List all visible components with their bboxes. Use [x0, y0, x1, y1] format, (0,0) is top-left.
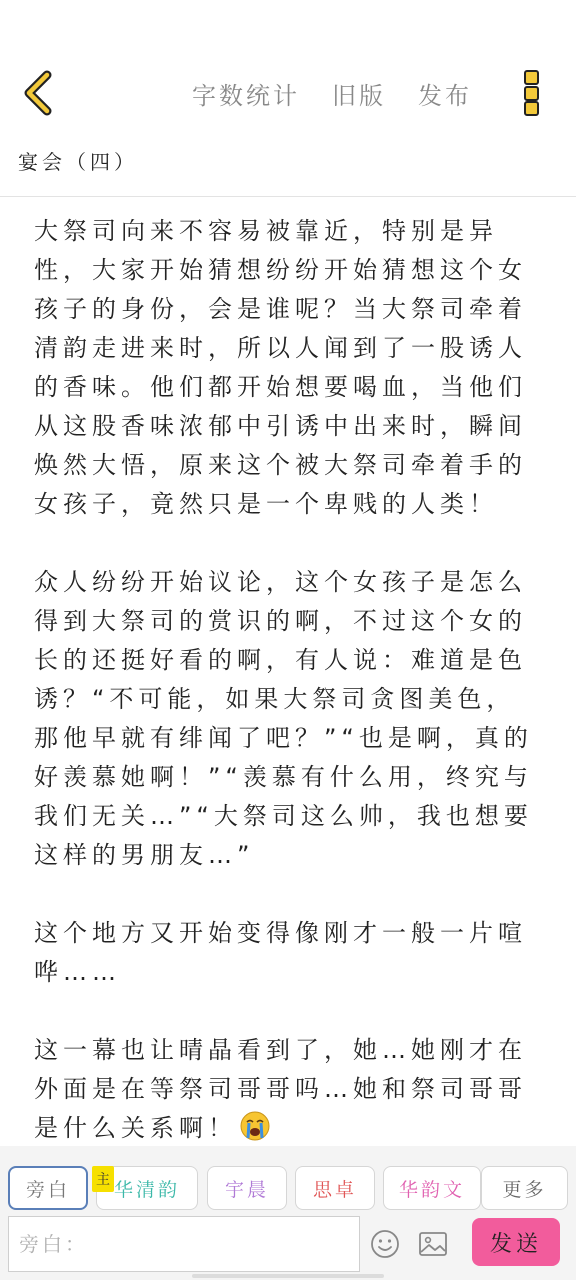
paragraph — [34, 1031, 544, 1148]
word-count-button[interactable]: 字数统计 — [192, 81, 300, 110]
back-button[interactable] — [16, 66, 60, 120]
home-indicator — [192, 1274, 384, 1278]
publish-button[interactable]: 发布 — [418, 81, 472, 110]
role-selector-bar — [0, 1146, 576, 1216]
emoji-icon[interactable] — [369, 1228, 401, 1260]
crying-face-icon — [239, 1110, 271, 1142]
back-arrow-icon — [21, 70, 55, 116]
chapter-title[interactable]: 宴会（四） — [18, 150, 138, 174]
role-chip-label: 旁白 — [25, 1178, 70, 1201]
role-chip-label: 思卓 — [312, 1178, 357, 1201]
role-chip-sizhuo[interactable] — [295, 1166, 375, 1210]
paragraph: 众人纷纷开始议论，这个女孩子是怎么得到大祭司的赏识的啊，不过这个女的长的还挺好看的啊，有人说：难道是色诱？“不可能，如果大祭司贪图美色，那他早就有绯闻了吧？”“也是啊，真的好羡慕她啊！”“羡慕有什么用，终究与我们无关…”“大祭司这么帅，我也想要这样的男朋友…” — [34, 568, 533, 869]
toolbar-actions — [192, 74, 472, 112]
story-content[interactable] — [34, 212, 544, 1187]
message-input[interactable] — [8, 1216, 360, 1272]
role-chip-label: 华韵文 — [398, 1178, 465, 1201]
role-chip-narrator[interactable] — [8, 1166, 88, 1210]
more-roles-button[interactable] — [481, 1166, 568, 1210]
input-bar — [0, 1216, 576, 1280]
more-menu-icon[interactable] — [518, 70, 544, 116]
role-chip-label: 宇晨 — [224, 1178, 269, 1201]
paragraph-text: 这一幕也让晴晶看到了，她…她刚才在外面是在等祭司哥哥吗…她和祭司哥哥是什么关系啊！ — [34, 1036, 527, 1142]
role-chip-label: 华清韵 — [113, 1178, 180, 1201]
role-chip-hua-yunwen[interactable] — [383, 1166, 481, 1210]
image-icon[interactable] — [417, 1228, 449, 1260]
send-button[interactable]: 发送 — [472, 1218, 560, 1266]
main-role-badge: 主 — [92, 1166, 114, 1192]
role-chip-label: 更多 — [502, 1178, 547, 1201]
old-version-button[interactable]: 旧版 — [332, 81, 386, 110]
divider — [0, 196, 576, 197]
top-toolbar — [0, 58, 576, 128]
paragraph: 这个地方又开始变得像刚才一般一片喧哗…… — [34, 919, 527, 986]
paragraph: 大祭司向来不容易被靠近，特别是异性，大家开始猜想纷纷开始猜想这个女孩子的身份，会是谁呢？当大祭司牵着清韵走进来时，所以人闻到了一股诱人的香味。他们都开始想要喝血，当他们从这股香味浓郁中引诱中出来时，瞬间焕然大悟，原来这个被大祭司牵着手的女孩子，竟然只是一个卑贱的人类！ — [34, 217, 527, 518]
role-chip-yuchen[interactable] — [207, 1166, 287, 1210]
